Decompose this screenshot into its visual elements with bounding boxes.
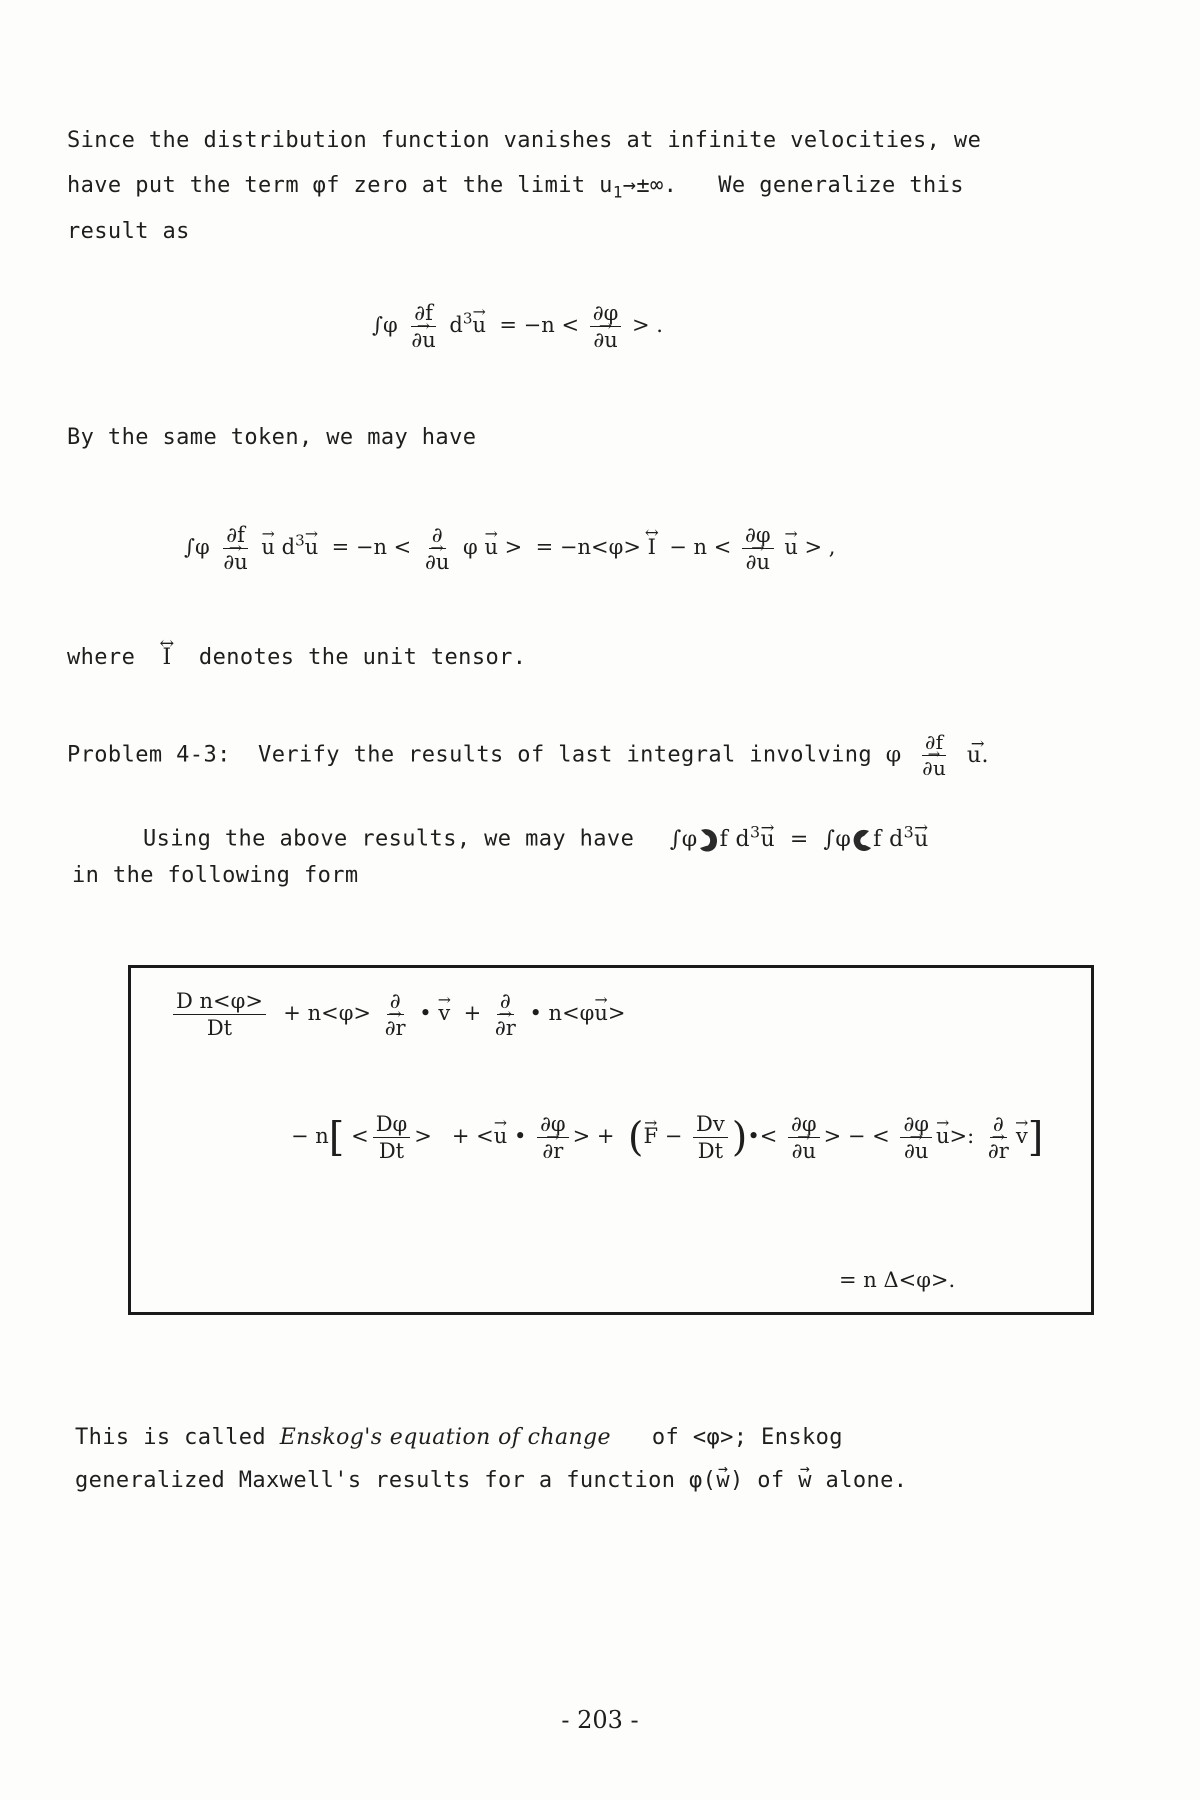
paragraph-line: have put the term φf zero at the limit $u_1\to\pm\infty$. We generalize this (67, 173, 964, 202)
paragraph-line: generalized Maxwell's results for a function φ(→ w) of → w alone. (75, 1467, 907, 1495)
box-line-1: $\frac{\text{D n<φ>}}{Dt}$ + n<φ> ∂ → ∂r • → v + ∂ → ∂r • n<φ→ u> (169, 990, 626, 1039)
problem-label: Problem 4-3: (67, 742, 231, 768)
blot-mark-icon (851, 826, 873, 854)
paragraph-line: By the same token, we may have (67, 425, 477, 450)
problem-statement: Problem 4-3: Verify the results of last integral involving φ ∂f → ∂u → u. (67, 732, 989, 779)
paragraph-line: This is called Enskog's equation of change of <φ>; Enskog (75, 1425, 843, 1450)
box-rhs: = n Δ<φ>. (839, 1268, 956, 1292)
emphasis-term: Enskog's equation of change (279, 1425, 611, 1450)
paragraph-line: Since the distribution function vanishes at infinite velocities, we (67, 128, 982, 153)
paragraph-line: result as (67, 219, 190, 244)
paragraph-line: in the following form (72, 863, 359, 888)
page-number: - 203 - (561, 1706, 639, 1734)
paragraph-line: Using the above results, we may have ∫φ f $d^3\to u = \int\varphi$ f $d^3\to u$ (143, 818, 929, 854)
box-line-2: − n[ < $\frac{D\varphi}{Dt}$ > + <→ u • ∂φ → ∂r > + (→ F − $\frac{Dv}{Dt}$ )•< ∂φ → ∂u > − < ∂φ → ∂u → u>: ∂ → ∂r → v] (291, 1113, 1043, 1162)
equation-2: ∫φ ∂f → ∂u → u $d^3\to u = -n$ < ∂ → ∂u φ → u > = −n<φ> ↔ I − n < ∂φ → ∂u → u > , (184, 524, 835, 573)
equation-1: ∫φ ∂f → ∂u $d^3\to u = -n$ < ∂φ → ∂u > . (372, 302, 663, 351)
boxed-equation (128, 965, 1094, 1315)
blot-mark-icon (698, 826, 720, 854)
where-line: where ↔ I denotes the unit tensor. (67, 644, 526, 672)
